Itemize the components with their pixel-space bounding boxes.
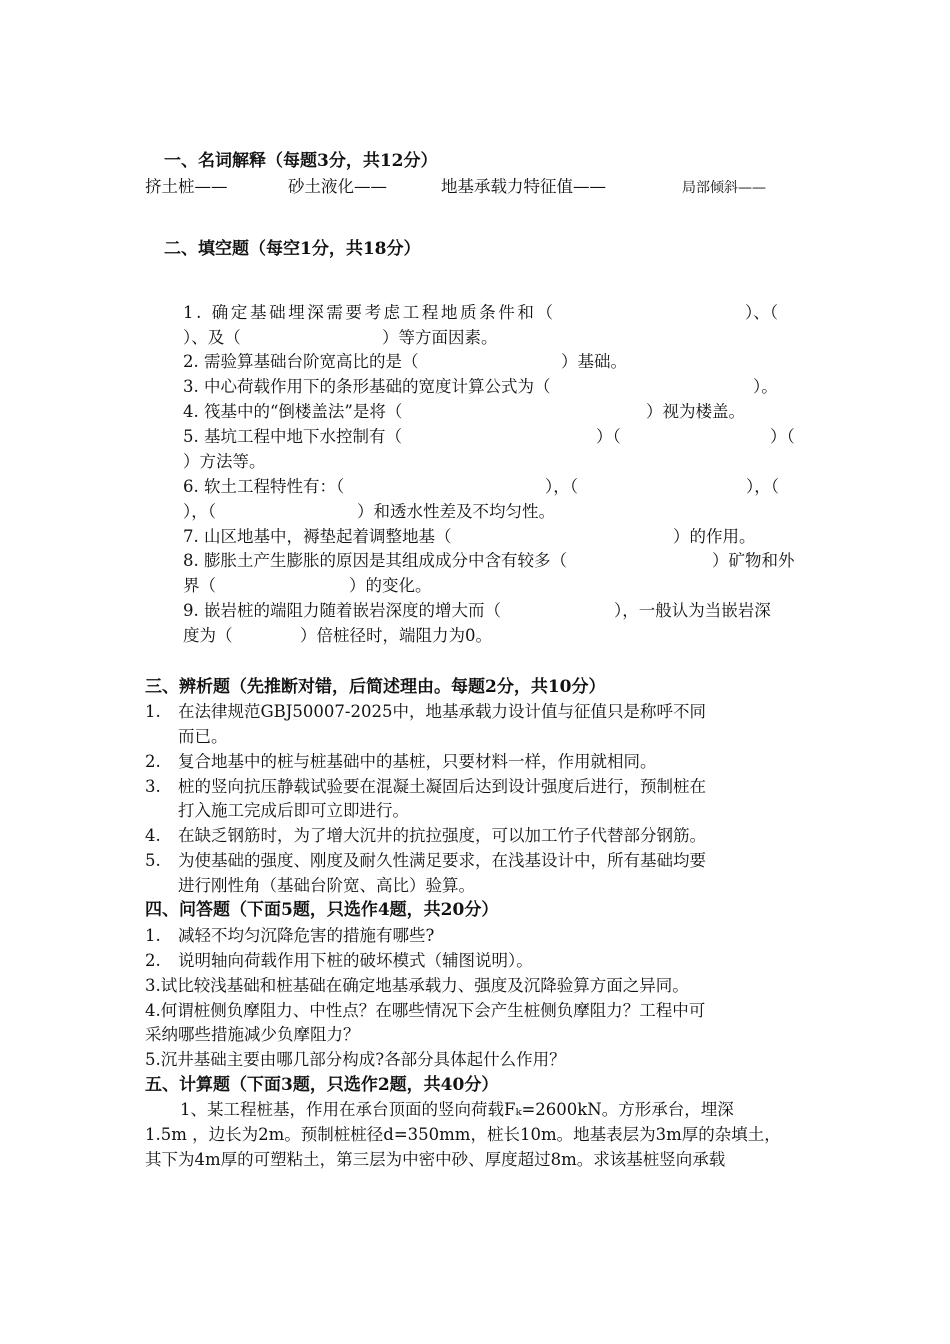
judge-3-cont: 打入施工完成后即可立即进行。 xyxy=(178,801,409,820)
qa-5-text: 5.沉井基础主要由哪几部分构成?各部分具体起什么作用？ xyxy=(145,1050,566,1069)
fill-7-end: ）的作用。 xyxy=(673,527,756,546)
qa-1-num: 1. xyxy=(145,926,161,945)
judge-5-num: 5. xyxy=(145,851,161,870)
section-3-heading: 三、辨析题（先推断对错，后简述理由。每题2分，共10分） xyxy=(145,677,606,697)
judge-5-cont: 进行刚性角（基础台阶宽、高比）验算。 xyxy=(178,876,475,895)
fill-5-blank-2: ）（ xyxy=(596,427,621,446)
section-2-heading: 二、填空题（每空1分，共18分） xyxy=(164,239,421,259)
qa-2-text: 说明轴向荷载作用下桩的破坏模式（辅图说明）。 xyxy=(178,951,533,970)
fill-6-cont-a: ），（ xyxy=(183,502,216,521)
judge-1-text: 在法律规范GBJ50007-2025中，地基承载力设计值与征值只是称呼不同 xyxy=(178,702,706,721)
qa-2-num: 2. xyxy=(145,951,161,970)
qa-4-text: 4.何谓桩侧负摩阻力、中性点？在哪些情况下会产生桩侧负摩阻力？工程中可 xyxy=(145,1001,706,1020)
judge-4-num: 4. xyxy=(145,826,161,845)
section-5-heading: 五、计算题（下面3题，只选作2题，共40分） xyxy=(145,1075,499,1095)
fill-2-end: ）基础。 xyxy=(561,352,627,371)
fill-6-text: 6. 软土工程特性有：（ xyxy=(183,477,345,496)
term-4: 局部倾斜—— xyxy=(682,180,766,196)
fill-8-text: 8. 膨胀土产生膨胀的原因是其组成成分中含有较多（ xyxy=(183,551,567,570)
qa-1-text: 减轻不均匀沉降危害的措施有哪些? xyxy=(178,926,435,945)
qa-4-cont: 采纳哪些措施减少负摩阻力？ xyxy=(145,1025,360,1044)
qa-3-text: 3.试比较浅基础和桩基础在确定地基承载力、强度及沉降验算方面之异同。 xyxy=(145,976,689,995)
calc-1-text: 1、某工程桩基，作用在承台顶面的竖向荷载Fₖ=2600kN。方形承台，埋深 xyxy=(180,1100,734,1119)
section-4-heading: 四、问答题（下面5题，只选作4题，共20分） xyxy=(145,900,499,920)
fill-1-text: 1. 确定基础埋深需要考虑工程地质条件和（ xyxy=(183,303,556,322)
term-3: 地基承载力特征值—— xyxy=(441,177,606,196)
judge-1-cont: 而已。 xyxy=(178,727,228,746)
fill-4-text: 4. 筏基中的“倒楼盖法”是将（ xyxy=(183,402,403,421)
fill-2-text: 2. 需验算基础台阶宽高比的是（ xyxy=(183,352,419,371)
fill-6-blank-3: ），（ xyxy=(746,477,779,496)
fill-6-cont-b: ）和透水性差及不均匀性。 xyxy=(357,502,555,521)
fill-1-blank-end: ）、（ xyxy=(745,303,778,322)
fill-1-cont-a: ）、及（ xyxy=(183,328,241,347)
section-1-heading: 一、名词解释（每题3分，共12分） xyxy=(164,151,438,171)
calc-1-cont-b: 其下为4m厚的可塑粘土，第三层为中密中砂、厚度超过8m。求该基桩竖向承载 xyxy=(145,1150,726,1169)
term-2: 砂土液化—— xyxy=(288,177,387,196)
fill-8-cont-b: ）的变化。 xyxy=(349,576,432,595)
judge-1-num: 1. xyxy=(145,702,161,721)
fill-9-cont-b: ）倍桩径时，端阻力为0。 xyxy=(300,626,492,645)
term-1: 挤土桩—— xyxy=(145,177,228,196)
judge-3-text: 桩的竖向抗压静载试验要在混凝土凝固后达到设计强度后进行，预制桩在 xyxy=(178,777,706,796)
fill-5-blank-3: ）（ xyxy=(770,427,795,446)
fill-9-text: 9. 嵌岩桩的端阻力随着嵌岩深度的增大而（ xyxy=(183,601,501,620)
fill-5-cont: ）方法等。 xyxy=(183,452,266,471)
fill-7-text: 7. 山区地基中，褥垫起着调整地基（ xyxy=(183,527,452,546)
calc-1-cont-a: 1.5m ，边长为2m。预制桩桩径d=350mm，桩长10m。地基表层为3m厚的杂填土， xyxy=(145,1125,781,1144)
fill-1-cont-b: ）等方面因素。 xyxy=(382,328,498,347)
fill-5-text: 5. 基坑工程中地下水控制有（ xyxy=(183,427,402,446)
fill-9-cont-a: 度为（ xyxy=(183,626,233,645)
fill-9-blank-end: ），一般认为当嵌岩深 xyxy=(614,601,771,620)
fill-3-text: 3. 中心荷载作用下的条形基础的宽度计算公式为（ xyxy=(183,377,551,396)
judge-5-text: 为使基础的强度、刚度及耐久性满足要求，在浅基设计中，所有基础均要 xyxy=(178,851,706,870)
judge-4-text: 在缺乏钢筋时，为了增大沉井的抗拉强度，可以加工竹子代替部分钢筋。 xyxy=(178,826,706,845)
judge-3-num: 3. xyxy=(145,777,161,796)
judge-2-text: 复合地基中的桩与桩基础中的基桩，只要材料一样，作用就相同。 xyxy=(178,752,657,771)
fill-8-cont-a: 界（ xyxy=(183,576,216,595)
fill-4-end: ）视为楼盖。 xyxy=(646,402,745,421)
fill-3-end: ）。 xyxy=(753,377,778,396)
fill-6-blank-2: ），（ xyxy=(545,477,578,496)
judge-2-num: 2. xyxy=(145,752,161,771)
fill-8-blank-end: ）矿物和外 xyxy=(712,551,795,570)
